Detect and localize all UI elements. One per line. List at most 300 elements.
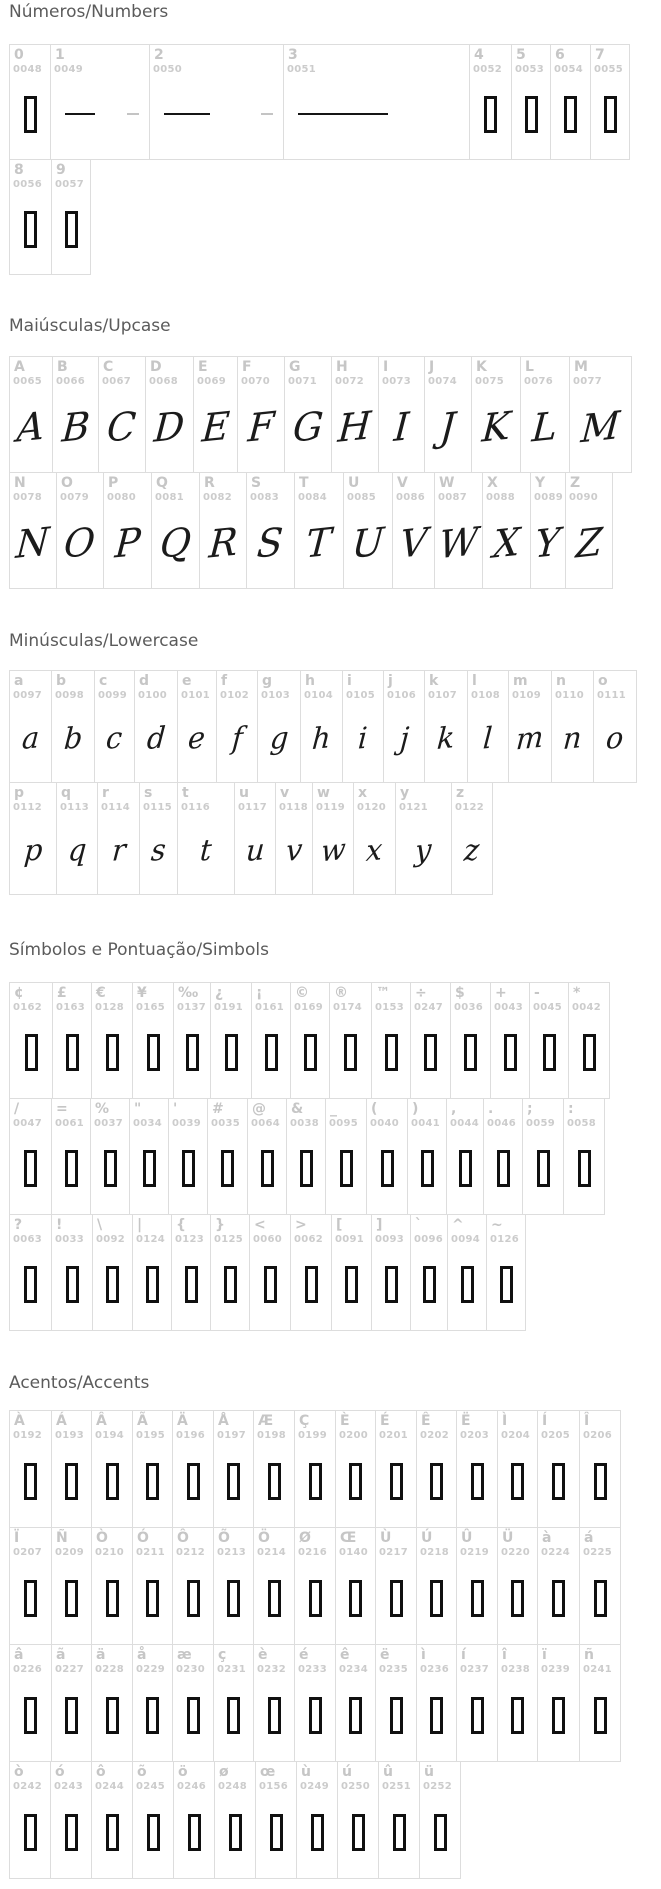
char-label: Œ <box>340 1530 357 1546</box>
unicode-label: 0165 <box>136 1002 166 1013</box>
unicode-label: 0040 <box>370 1118 400 1129</box>
glyph-cell-0225 <box>579 1527 621 1645</box>
glyph-cell-0049 <box>50 44 150 160</box>
glyph-cell-0128 <box>91 982 133 1099</box>
script-glyph: S <box>255 518 286 567</box>
char-label: ` <box>415 1217 422 1233</box>
glyph-cell-0086 <box>392 472 435 589</box>
glyph-row-accents-3 <box>9 1644 661 1762</box>
glyph-preview <box>92 1685 132 1745</box>
missing-glyph-box <box>345 1266 358 1303</box>
char-label: 3 <box>288 47 298 63</box>
char-label: û <box>383 1764 393 1780</box>
char-label: / <box>14 1101 20 1117</box>
char-label: L <box>525 359 534 375</box>
glyph-cell-0087 <box>434 472 483 589</box>
glyph-cell-0244 <box>91 1761 133 1879</box>
glyph-preview <box>566 513 612 572</box>
missing-glyph-box <box>484 96 497 133</box>
unicode-label: 0191 <box>214 1002 244 1013</box>
unicode-label: 0053 <box>515 64 545 75</box>
glyph-preview <box>372 1023 410 1082</box>
glyph-cell-0099 <box>94 670 135 783</box>
glyph-preview <box>51 85 149 143</box>
glyph-cell-0065 <box>9 356 53 473</box>
missing-glyph-box <box>224 1266 237 1303</box>
script-glyph: F <box>246 402 276 451</box>
missing-glyph-box <box>300 1150 313 1187</box>
unicode-label: 0192 <box>13 1430 43 1441</box>
missing-glyph-box <box>186 1034 199 1071</box>
glyph-cell-0140 <box>335 1527 376 1645</box>
glyph-cell-0202 <box>416 1410 457 1528</box>
glyph-cell-0043 <box>490 982 530 1099</box>
char-label: ® <box>334 985 348 1001</box>
char-label: ú <box>342 1764 352 1780</box>
glyph-cell-0118 <box>275 782 313 895</box>
missing-glyph-box <box>24 96 37 133</box>
missing-glyph-box <box>268 1580 281 1617</box>
glyph-cell-0246 <box>173 1761 215 1879</box>
char-label: Ô <box>177 1530 189 1546</box>
unicode-label: 0052 <box>473 64 503 75</box>
glyph-cell-0039 <box>168 1098 208 1215</box>
char-label: ì <box>421 1647 426 1663</box>
missing-glyph-box <box>185 1266 198 1303</box>
unicode-label: 0111 <box>597 690 627 701</box>
char-label: Ó <box>137 1530 149 1546</box>
char-label: 9 <box>56 162 66 178</box>
glyph-cell-0092 <box>92 1214 133 1331</box>
char-label: C <box>103 359 114 375</box>
unicode-label: 0247 <box>414 1002 444 1013</box>
unicode-label: 0079 <box>60 492 90 503</box>
missing-glyph-box <box>500 1266 513 1303</box>
char-label: ö <box>178 1764 188 1780</box>
char-label: 4 <box>474 47 484 63</box>
glyph-cell-0212 <box>172 1527 214 1645</box>
glyph-cell-0033 <box>51 1214 93 1331</box>
unicode-label: 0125 <box>214 1234 244 1245</box>
stroke-glyph <box>298 113 388 115</box>
glyph-preview <box>10 1568 51 1628</box>
glyph-row-symbols-2 <box>9 1098 661 1215</box>
missing-glyph-box <box>511 1697 524 1734</box>
char-label: , <box>451 1101 457 1117</box>
char-label: ô <box>96 1764 106 1780</box>
unicode-label: 0120 <box>357 802 387 813</box>
char-label: . <box>488 1101 494 1117</box>
glyph-preview <box>194 397 237 456</box>
unicode-label: 0095 <box>329 1118 359 1129</box>
glyph-cell-0235 <box>375 1644 417 1762</box>
unicode-label: 0229 <box>136 1664 166 1675</box>
missing-glyph-box <box>421 1150 434 1187</box>
char-label: q <box>61 785 72 801</box>
glyph-cell-0104 <box>300 670 343 783</box>
glyph-preview <box>10 1023 52 1082</box>
glyph-preview <box>10 85 50 143</box>
glyph-cell-0093 <box>371 1214 411 1331</box>
char-label: Ç <box>299 1413 310 1429</box>
glyph-cell-0076 <box>520 356 570 473</box>
unicode-label: 0128 <box>95 1002 125 1013</box>
char-label: 6 <box>555 47 565 63</box>
char-label: Õ <box>218 1530 230 1546</box>
char-label: Ã <box>137 1413 148 1429</box>
glyph-cell-0066 <box>52 356 99 473</box>
glyph-preview <box>451 1023 490 1082</box>
glyph-cell-0236 <box>416 1644 457 1762</box>
char-label: © <box>295 985 309 1001</box>
missing-glyph-box <box>349 1697 362 1734</box>
glyph-row-upcase-2 <box>9 472 661 589</box>
char-label: | <box>137 1217 143 1233</box>
script-glyph: K <box>480 402 512 451</box>
glyph-cell-0227 <box>51 1644 92 1762</box>
glyph-cell-0111 <box>593 670 637 783</box>
unicode-label: 0124 <box>136 1234 166 1245</box>
glyph-cell-0216 <box>294 1527 336 1645</box>
glyph-preview <box>295 513 343 572</box>
char-label: O <box>61 475 73 491</box>
glyph-preview <box>376 1568 416 1628</box>
glyph-cell-0214 <box>253 1527 295 1645</box>
glyph-cell-0232 <box>253 1644 295 1762</box>
script-glyph: h <box>311 719 333 757</box>
missing-glyph-box <box>147 1814 160 1851</box>
char-label: Ê <box>421 1413 431 1429</box>
glyph-preview <box>295 1568 335 1628</box>
unicode-label: 0041 <box>411 1118 441 1129</box>
missing-glyph-box <box>146 1266 159 1303</box>
char-label: l <box>472 673 477 689</box>
glyph-preview <box>173 1451 213 1511</box>
glyph-preview <box>580 1685 620 1745</box>
glyph-cell-0042 <box>568 982 610 1099</box>
char-label: 0 <box>14 47 24 63</box>
glyph-preview <box>564 1139 604 1198</box>
char-label: K <box>476 359 487 375</box>
glyph-preview <box>285 397 331 456</box>
char-label: î <box>502 1647 507 1663</box>
unicode-label: 0049 <box>54 64 84 75</box>
glyph-preview <box>411 1023 450 1082</box>
unicode-label: 0042 <box>572 1002 602 1013</box>
glyph-preview <box>343 711 383 766</box>
glyph-preview <box>570 397 631 456</box>
missing-glyph-box <box>106 1463 119 1500</box>
char-label: ó <box>55 1764 65 1780</box>
glyph-cell-0112 <box>9 782 57 895</box>
unicode-label: 0054 <box>554 64 584 75</box>
glyph-cell-0105 <box>342 670 384 783</box>
unicode-label: 0104 <box>304 690 334 701</box>
unicode-label: 0195 <box>136 1430 166 1441</box>
missing-glyph-box <box>304 1034 317 1071</box>
unicode-label: 0194 <box>95 1430 125 1441</box>
glyph-cell-0124 <box>132 1214 172 1331</box>
char-label: Í <box>542 1413 548 1429</box>
unicode-label: 0108 <box>471 690 501 701</box>
char-label: z <box>456 785 465 801</box>
glyph-preview <box>174 1023 210 1082</box>
unicode-label: 0235 <box>379 1664 409 1675</box>
glyph-preview <box>425 397 471 456</box>
missing-glyph-box <box>65 1580 78 1617</box>
missing-glyph-box <box>106 1580 119 1617</box>
unicode-label: 0225 <box>583 1547 613 1558</box>
glyph-preview <box>498 1568 537 1628</box>
unicode-label: 0123 <box>175 1234 205 1245</box>
char-label: Ù <box>380 1530 392 1546</box>
unicode-label: 0233 <box>298 1664 328 1675</box>
char-label: € <box>96 985 106 1001</box>
missing-glyph-box <box>24 1463 37 1500</box>
missing-glyph-box <box>24 1814 37 1851</box>
glyph-preview <box>217 711 257 766</box>
glyph-cell-0079 <box>56 472 104 589</box>
missing-glyph-box <box>146 1463 159 1500</box>
char-label: 7 <box>595 47 605 63</box>
glyph-cell-0161 <box>251 982 291 1099</box>
unicode-label: 0252 <box>423 1781 453 1792</box>
glyph-preview <box>295 1685 335 1745</box>
glyph-preview <box>254 1685 294 1745</box>
unicode-label: 0067 <box>102 376 132 387</box>
char-label: ä <box>96 1647 106 1663</box>
char-label: Ì <box>502 1413 508 1429</box>
glyph-cell-0110 <box>551 670 594 783</box>
glyph-cell-0072 <box>331 356 379 473</box>
glyph-cell-0252 <box>419 1761 461 1879</box>
char-label: d <box>139 673 150 689</box>
glyph-preview <box>284 85 469 143</box>
missing-glyph-box <box>434 1814 447 1851</box>
unicode-label: 0098 <box>55 690 85 701</box>
unicode-label: 0055 <box>594 64 624 75</box>
char-label: õ <box>137 1764 147 1780</box>
missing-glyph-box <box>471 1580 484 1617</box>
unicode-label: 0092 <box>96 1234 126 1245</box>
glyph-preview <box>174 1802 214 1862</box>
glyph-preview <box>52 1568 91 1628</box>
unicode-label: 0105 <box>346 690 376 701</box>
glyph-preview <box>208 1139 247 1198</box>
unicode-label: 0137 <box>177 1002 207 1013</box>
glyph-preview <box>173 1568 213 1628</box>
missing-glyph-box <box>504 1034 517 1071</box>
char-label: æ <box>177 1647 192 1663</box>
char-label: b <box>56 673 67 689</box>
glyph-preview <box>52 1685 91 1745</box>
unicode-label: 0198 <box>257 1430 287 1441</box>
char-label: ! <box>56 1217 63 1233</box>
unicode-label: 0216 <box>298 1547 328 1558</box>
char-label: S <box>251 475 262 491</box>
unicode-label: 0044 <box>450 1118 480 1129</box>
char-label: Ø <box>299 1530 311 1546</box>
glyph-cell-0070 <box>237 356 285 473</box>
char-label: e <box>182 673 192 689</box>
glyph-cell-0241 <box>579 1644 621 1762</box>
glyph-cell-0075 <box>471 356 521 473</box>
glyph-cell-0081 <box>151 472 200 589</box>
glyph-preview <box>336 1568 375 1628</box>
char-label: ¥ <box>137 985 147 1001</box>
missing-glyph-box <box>390 1463 403 1500</box>
glyph-preview <box>215 1802 255 1862</box>
script-glyph: i <box>357 720 369 756</box>
glyph-row-upcase-1 <box>9 356 661 473</box>
unicode-label: 0211 <box>136 1547 166 1558</box>
unicode-label: 0048 <box>13 64 43 75</box>
glyph-cell-0059 <box>522 1098 564 1215</box>
glyph-cell-0083 <box>246 472 295 589</box>
glyph-cell-0251 <box>378 1761 420 1879</box>
char-label: x <box>358 785 368 801</box>
glyph-cell-0100 <box>134 670 178 783</box>
unicode-label: 0096 <box>414 1234 444 1245</box>
glyph-cell-0174 <box>329 982 372 1099</box>
glyph-cell-0210 <box>91 1527 133 1645</box>
glyph-cell-0050 <box>149 44 284 160</box>
unicode-label: 0122 <box>455 802 485 813</box>
glyph-cell-0218 <box>416 1527 457 1645</box>
glyph-preview <box>384 711 424 766</box>
unicode-label: 0237 <box>460 1664 490 1675</box>
glyph-preview <box>133 1802 173 1862</box>
glyph-preview <box>569 1023 609 1082</box>
glyph-cell-0197 <box>213 1410 254 1528</box>
missing-glyph-box <box>430 1580 443 1617</box>
glyph-preview <box>133 1255 171 1314</box>
unicode-label: 0209 <box>55 1547 85 1558</box>
missing-glyph-box <box>471 1463 484 1500</box>
glyph-preview <box>92 1023 132 1082</box>
unicode-label: 0039 <box>172 1118 202 1129</box>
glyph-preview <box>498 1451 537 1511</box>
unicode-label: 0153 <box>375 1002 405 1013</box>
missing-glyph-box <box>594 1463 607 1500</box>
glyph-cell-0200 <box>335 1410 376 1528</box>
missing-glyph-box <box>65 1814 78 1851</box>
glyph-cell-0116 <box>177 782 235 895</box>
glyph-preview <box>483 513 530 572</box>
glyph-row-numbers-1 <box>9 44 661 160</box>
glyph-preview <box>276 823 312 878</box>
glyph-preview <box>336 1685 375 1745</box>
missing-glyph-box <box>270 1814 283 1851</box>
char-label: Ö <box>258 1530 270 1546</box>
missing-glyph-box <box>227 1580 240 1617</box>
glyph-cell-0057 <box>51 159 91 275</box>
unicode-label: 0086 <box>396 492 426 503</box>
missing-glyph-box <box>188 1814 201 1851</box>
unicode-label: 0045 <box>533 1002 563 1013</box>
glyph-cell-0054 <box>550 44 591 160</box>
char-label: Ò <box>96 1530 108 1546</box>
glyph-preview <box>92 1451 132 1511</box>
glyph-preview <box>92 1802 132 1862</box>
unicode-label: 0110 <box>555 690 585 701</box>
glyph-cell-0248 <box>214 1761 256 1879</box>
glyph-cell-0074 <box>424 356 472 473</box>
char-label: o <box>598 673 608 689</box>
script-glyph: G <box>291 402 325 451</box>
script-glyph: X <box>491 518 522 567</box>
glyph-cell-0040 <box>366 1098 408 1215</box>
section-title-accents: Acentos/Accents <box>9 1373 150 1393</box>
glyph-preview <box>344 513 392 572</box>
glyph-cell-0199 <box>294 1410 336 1528</box>
glyph-preview <box>146 397 193 456</box>
char-label: t <box>182 785 189 801</box>
glyph-preview <box>93 1255 132 1314</box>
glyph-preview <box>472 397 520 456</box>
missing-glyph-box <box>497 1150 510 1187</box>
unicode-label: 0078 <box>13 492 43 503</box>
unicode-label: 0074 <box>428 376 458 387</box>
script-glyph: J <box>438 403 458 450</box>
unicode-label: 0038 <box>290 1118 320 1129</box>
glyph-preview <box>457 1568 497 1628</box>
glyph-preview <box>580 1451 620 1511</box>
unicode-label: 0057 <box>55 179 85 190</box>
glyph-row-numbers-2 <box>9 159 661 275</box>
script-glyph: y <box>414 831 433 869</box>
glyph-preview <box>457 1451 497 1511</box>
unicode-label: 0056 <box>13 179 43 190</box>
script-glyph: W <box>437 518 480 567</box>
script-glyph: m <box>515 719 545 757</box>
glyph-preview <box>338 1802 378 1862</box>
unicode-label: 0200 <box>339 1430 369 1441</box>
glyph-preview <box>133 1451 172 1511</box>
glyph-cell-0056 <box>9 159 52 275</box>
script-glyph: o <box>605 719 625 757</box>
unicode-label: 0093 <box>375 1234 405 1245</box>
unicode-label: 0119 <box>316 802 346 813</box>
glyph-cell-0068 <box>145 356 194 473</box>
script-glyph: q <box>66 831 88 869</box>
glyph-cell-0094 <box>447 1214 487 1331</box>
char-label: Ñ <box>56 1530 68 1546</box>
char-label: Û <box>461 1530 473 1546</box>
glyph-cell-0062 <box>290 1214 332 1331</box>
missing-glyph-box <box>604 96 617 133</box>
missing-glyph-box <box>344 1034 357 1071</box>
glyph-cell-0193 <box>51 1410 92 1528</box>
script-glyph: v <box>284 831 304 869</box>
glyph-cell-0122 <box>451 782 493 895</box>
missing-glyph-box <box>552 1697 565 1734</box>
char-label: ^ <box>452 1217 464 1233</box>
unicode-label: 0207 <box>13 1547 43 1558</box>
stroke-glyph <box>65 113 95 115</box>
glyph-preview <box>211 1023 251 1082</box>
glyph-preview <box>594 711 636 766</box>
glyph-preview <box>332 397 378 456</box>
glyph-preview <box>52 1255 92 1314</box>
glyph-row-accents-1 <box>9 1410 661 1528</box>
char-label: ; <box>527 1101 533 1117</box>
glyph-cell-0078 <box>9 472 57 589</box>
script-glyph: g <box>268 719 290 757</box>
unicode-label: 0071 <box>288 376 318 387</box>
glyph-preview <box>411 1255 447 1314</box>
unicode-label: 0073 <box>382 376 412 387</box>
